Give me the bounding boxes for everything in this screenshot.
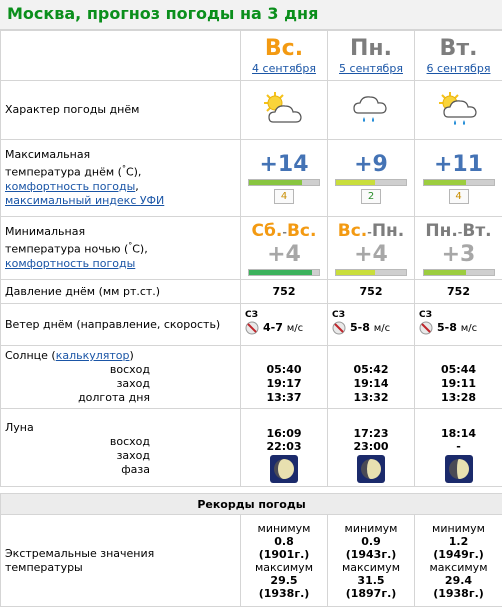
comfort-bar — [423, 269, 495, 276]
max-temp-value: +9 — [328, 153, 414, 177]
calculator-link[interactable]: калькулятор — [56, 349, 130, 362]
min-temp-value: +4 — [328, 243, 414, 267]
wind-arrow-icon — [245, 321, 259, 335]
record-cell: минимум 0.9 (1943г.) максимум 31.5 (1897г.) — [328, 515, 415, 607]
night-days: Сб.-Вс. — [241, 221, 327, 243]
comfort-bar — [248, 179, 320, 186]
sun-cell: 05:42 19:14 13:32 — [328, 346, 415, 409]
wind-direction: СЗ — [419, 310, 432, 320]
uvi-link[interactable]: максимальный индекс УФИ — [5, 194, 164, 207]
min-temp-cell — [415, 217, 502, 280]
day-header-2 — [328, 31, 415, 81]
date-link[interactable]: 5 сентября — [339, 62, 403, 75]
night-days: Вс.-Пн. — [328, 221, 414, 243]
date-link[interactable]: 4 сентября — [252, 62, 316, 75]
record-cell: минимум 1.2 (1949г.) максимум 29.4 (1938г.) — [415, 515, 502, 607]
day-of-week: Вт. — [415, 36, 502, 62]
pressure-value: 752 — [415, 280, 502, 304]
min-temp-value: +3 — [415, 243, 502, 267]
moon-cell: 17:23 23:00 — [328, 409, 415, 487]
wind-label: Ветер днём (направление, скорость) — [1, 304, 241, 346]
wind-cell — [415, 304, 502, 346]
max-temp-cell — [328, 140, 415, 217]
comfort-link[interactable]: комфортность погоды — [5, 180, 135, 193]
section-gap — [1, 487, 502, 494]
wind-speed: 4-7 м/с — [263, 321, 303, 334]
day-header-3 — [415, 31, 502, 81]
uvi-badge: 4 — [274, 189, 294, 204]
records-title: Рекорды погоды — [1, 494, 502, 515]
forecast-table — [0, 30, 502, 607]
min-temp-cell — [241, 217, 328, 280]
wind-arrow-icon — [419, 321, 433, 335]
partly-cloudy-sun-icon — [261, 89, 307, 129]
comfort-bar — [248, 269, 320, 276]
weather-cell — [415, 81, 502, 140]
moon-label: Луна восход заход фаза — [1, 409, 241, 487]
min-temp-cell — [328, 217, 415, 280]
weather-cell — [328, 81, 415, 140]
sun-label: Солнце (калькулятор) восход заход долгота дня — [1, 346, 241, 409]
comfort-bar — [423, 179, 495, 186]
comfort-bar — [335, 269, 407, 276]
wind-cell — [328, 304, 415, 346]
day-header-1 — [241, 31, 328, 81]
wind-direction: СЗ — [245, 310, 258, 320]
wind-arrow-icon — [332, 321, 346, 335]
min-temp-label: Минимальная температура ночью (°С), комфортность погоды — [1, 217, 241, 280]
wind-speed: 5-8 м/с — [437, 321, 477, 334]
uvi-badge: 4 — [449, 189, 469, 204]
extreme-label: Экстремальные значения температуры — [1, 515, 241, 607]
sun-cloud-rain-icon — [436, 89, 482, 129]
cloud-rain-icon — [348, 89, 394, 129]
max-temp-value: +14 — [241, 153, 327, 177]
wind-cell — [241, 304, 328, 346]
sun-cell: 05:40 19:17 13:37 — [241, 346, 328, 409]
comfort-link[interactable]: комфортность погоды — [5, 257, 135, 270]
waxing-moon-icon — [270, 455, 298, 483]
max-temp-cell — [415, 140, 502, 217]
comfort-bar — [335, 179, 407, 186]
weather-day-label: Характер погоды днём — [1, 81, 241, 140]
min-temp-value: +4 — [241, 243, 327, 267]
day-of-week: Пн. — [328, 36, 414, 62]
sun-cell: 05:44 19:11 13:28 — [415, 346, 502, 409]
pressure-value: 752 — [241, 280, 328, 304]
night-days: Пн.-Вт. — [415, 221, 502, 243]
pressure-value: 752 — [328, 280, 415, 304]
wind-direction: СЗ — [332, 310, 345, 320]
pressure-label: Давление днём (мм рт.ст.) — [1, 280, 241, 304]
corner-cell — [1, 31, 241, 81]
weather-cell — [241, 81, 328, 140]
waxing-moon-icon — [357, 455, 385, 483]
moon-cell: 18:14 - — [415, 409, 502, 487]
moon-cell: 16:09 22:03 — [241, 409, 328, 487]
uvi-badge: 2 — [361, 189, 381, 204]
waxing-moon-icon — [445, 455, 473, 483]
max-temp-label: Максимальная температура днём (°С), комфортность погоды, максимальный индекс УФИ — [1, 140, 241, 217]
day-of-week: Вс. — [241, 36, 327, 62]
page-title: Москва, прогноз погоды на 3 дня — [0, 0, 502, 30]
record-cell: минимум 0.8 (1901г.) максимум 29.5 (1938г.) — [241, 515, 328, 607]
date-link[interactable]: 6 сентября — [427, 62, 491, 75]
max-temp-value: +11 — [415, 153, 502, 177]
max-temp-cell — [241, 140, 328, 217]
wind-speed: 5-8 м/с — [350, 321, 390, 334]
